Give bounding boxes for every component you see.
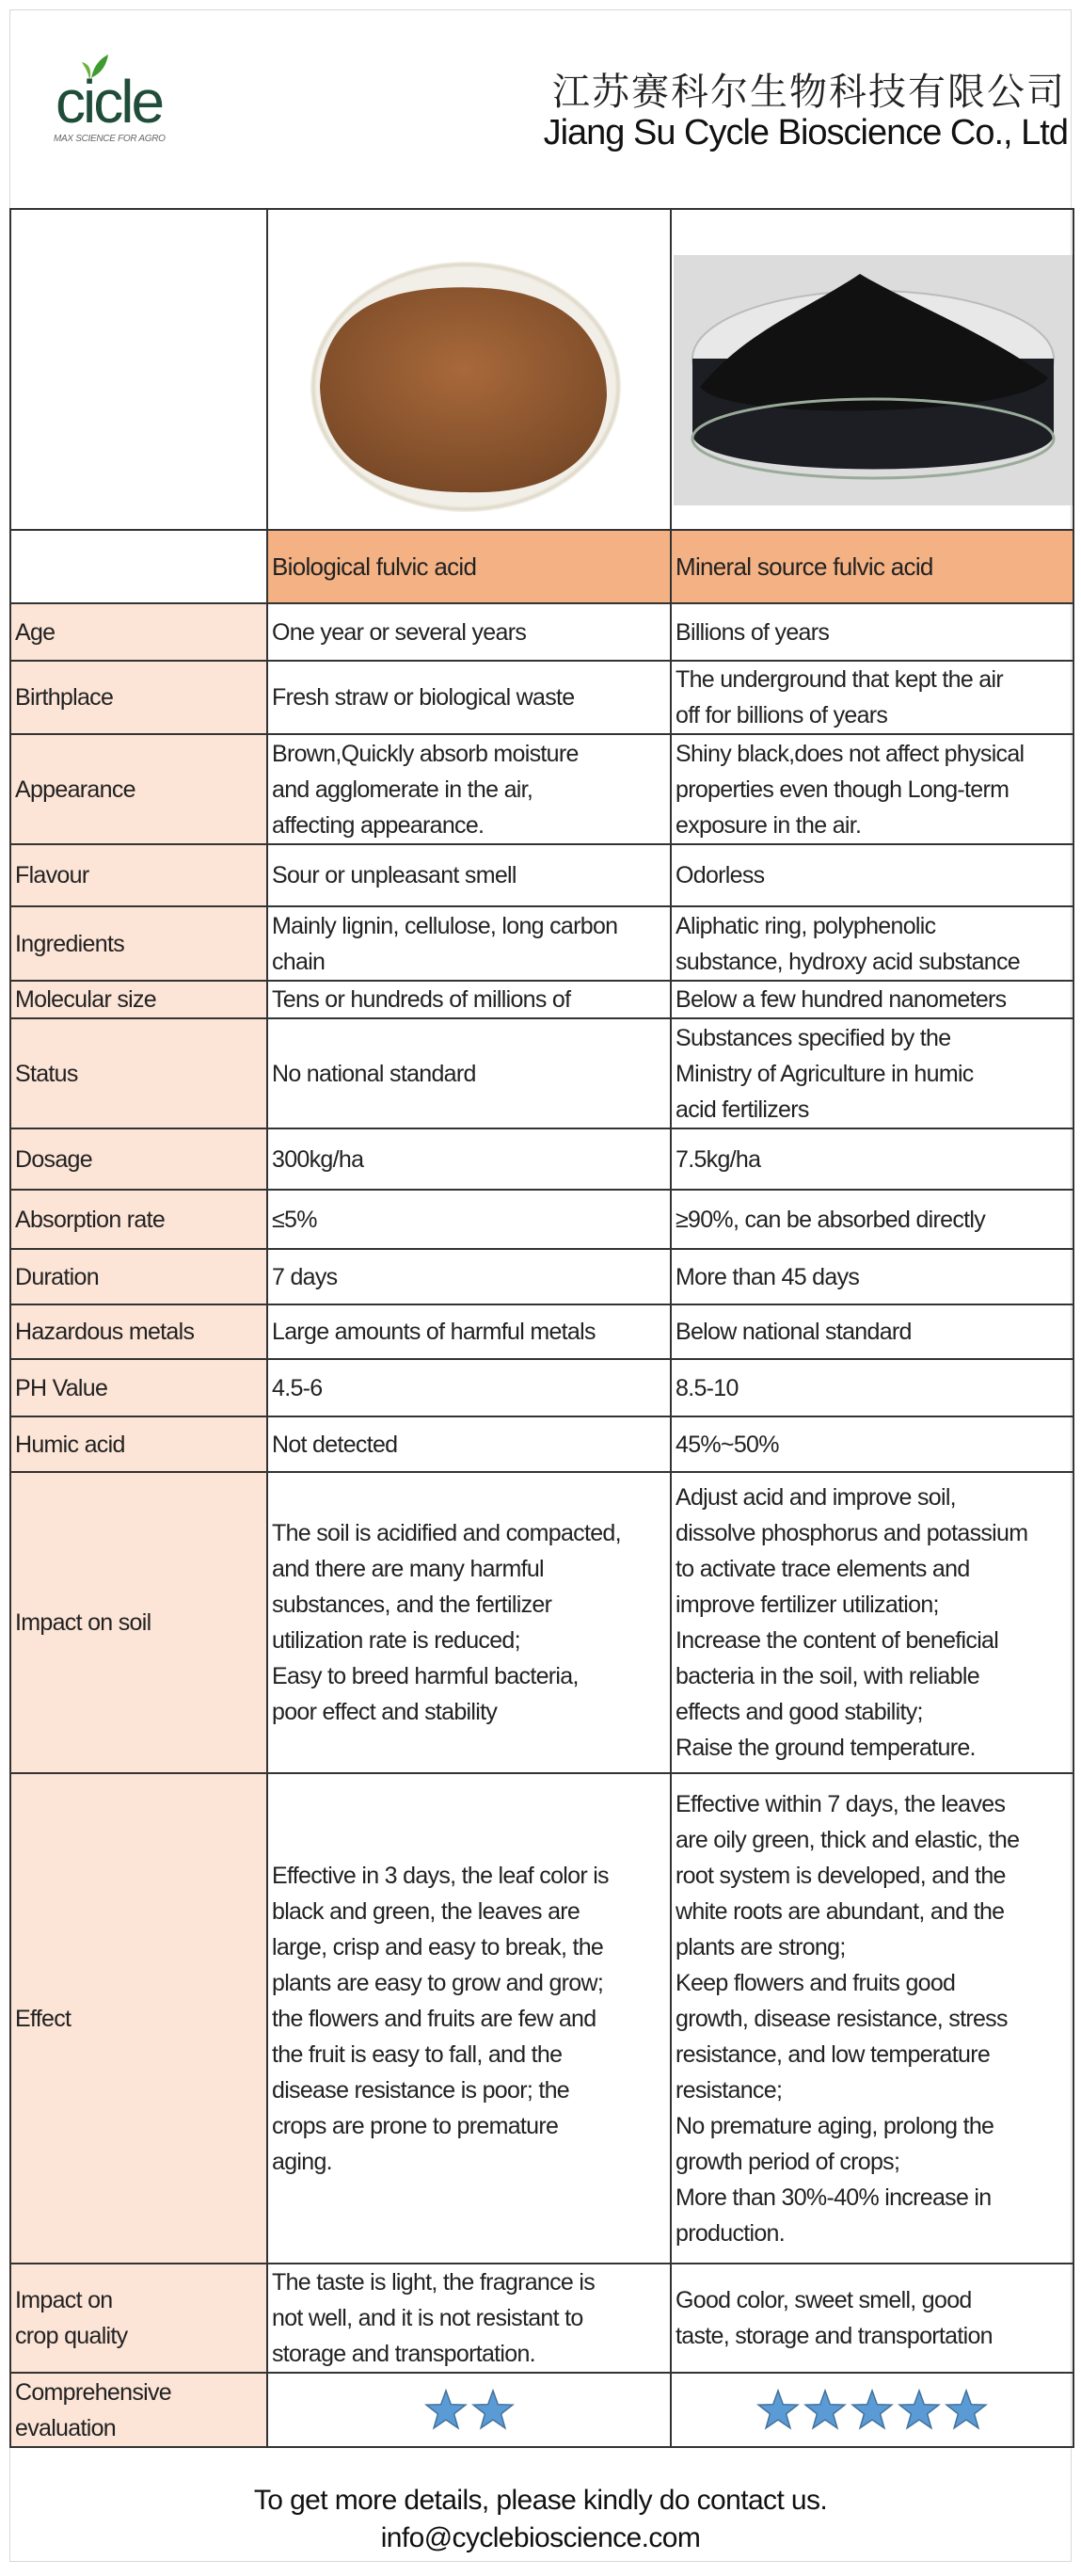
row-label: Molecular size xyxy=(10,981,267,1018)
mineral-value: More than 45 days xyxy=(671,1249,1073,1304)
row-label: Birthplace xyxy=(10,661,267,734)
table-row xyxy=(10,2264,1073,2373)
table-row xyxy=(10,1304,1073,1359)
star-icon xyxy=(945,2389,988,2432)
biological-value: 300kg/ha xyxy=(267,1128,671,1190)
row-label: Hazardous metals xyxy=(10,1304,267,1359)
star-icon xyxy=(471,2389,515,2432)
mineral-value: Odorless xyxy=(671,844,1073,906)
row-label: Age xyxy=(10,603,267,661)
table-row xyxy=(10,1190,1073,1249)
company-name-english: Jiang Su Cycle Bioscience Co., Ltd xyxy=(543,113,1068,152)
mineral-value: The underground that kept the air off for billions of years xyxy=(671,661,1073,734)
column-header-biological: Biological fulvic acid xyxy=(267,530,671,603)
star-icon xyxy=(898,2389,941,2432)
row-label: Ingredients xyxy=(10,906,267,981)
column-header-mineral: Mineral source fulvic acid xyxy=(671,530,1073,603)
biological-value: No national standard xyxy=(267,1018,671,1128)
table-row xyxy=(10,844,1073,906)
row-label: Status xyxy=(10,1018,267,1128)
biological-value: Large amounts of harmful metals xyxy=(267,1304,671,1359)
mineral-value: Shiny black,does not affect physical properties even though Long-term exposure in the air. xyxy=(671,734,1073,844)
table-row xyxy=(10,734,1073,844)
comparison-table xyxy=(9,208,1074,2448)
table-row xyxy=(10,1773,1073,2264)
table-row xyxy=(10,1359,1073,1416)
biological-value: The taste is light, the fragrance is not well, and it is not resistant to storage and transportation. xyxy=(267,2264,671,2373)
mineral-value: ≥90%, can be absorbed directly xyxy=(671,1190,1073,1249)
mineral-value: 8.5-10 xyxy=(671,1359,1073,1416)
biological-value: Sour or unpleasant smell xyxy=(267,844,671,906)
star-icon xyxy=(424,2389,468,2432)
biological-value: Mainly lignin, cellulose, long carbon chain xyxy=(267,906,671,981)
star-icon xyxy=(803,2389,847,2432)
logo-wordmark: cicle xyxy=(56,68,163,136)
row-label: Appearance xyxy=(10,734,267,844)
mineral-value: Billions of years xyxy=(671,603,1073,661)
table-row xyxy=(10,1018,1073,1128)
mineral-value: 45%~50% xyxy=(671,1416,1073,1472)
mineral-value: Effective within 7 days, the leaves are oily green, thick and elastic, the root system is developed, and the white roots are abundant, and the plants are strong; Keep flowers and fruits good growth, disease resistance, stress resistance, and low temperature resistance; No premature aging, prolong the growth period of crops; More than 30%-40% increase in production. xyxy=(671,1773,1073,2264)
biological-value: Not detected xyxy=(267,1416,671,1472)
star-icon xyxy=(756,2389,800,2432)
biological-value: Effective in 3 days, the leaf color is black and green, the leaves are large, crisp and easy to break, the plants are easy to grow and grow; the flowers and fruits are few and the fruit is easy to fall, and the disease resistance is poor; the crops are prone to premature aging. xyxy=(267,1773,671,2264)
table-row xyxy=(10,661,1073,734)
mineral-value: Below national standard xyxy=(671,1304,1073,1359)
biological-value: Fresh straw or biological waste xyxy=(267,661,671,734)
mineral-value: Adjust acid and improve soil, dissolve phosphorus and potassium to activate trace elements and improve fertilizer utilization; Increase the content of beneficial bacteria in the soil, with reliable effects and good stability; Raise the ground temperature. xyxy=(671,1472,1073,1773)
contact-message: To get more details, please kindly do contact us. xyxy=(253,2485,828,2516)
row-label: Flavour xyxy=(10,844,267,906)
row-label: Absorption rate xyxy=(10,1190,267,1249)
star-icon xyxy=(850,2389,894,2432)
mineral-value: Aliphatic ring, polyphenolic substance, hydroxy acid substance xyxy=(671,906,1073,981)
table-row xyxy=(10,1416,1073,1472)
biological-fulvic-acid-image xyxy=(267,209,671,530)
biological-value: ≤5% xyxy=(267,1190,671,1249)
empty-corner-cell xyxy=(10,209,267,530)
contact-email[interactable]: info@cyclebioscience.com xyxy=(380,2522,701,2553)
table-row xyxy=(10,1249,1073,1304)
row-label: Impact on soil xyxy=(10,1472,267,1773)
mineral-value: Below a few hundred nanometers xyxy=(671,981,1073,1018)
image-row xyxy=(10,209,1073,530)
company-logo xyxy=(52,47,193,151)
biological-value: 4.5-6 xyxy=(267,1359,671,1416)
row-label: Humic acid xyxy=(10,1416,267,1472)
logo-tagline: MAX SCIENCE FOR AGRO xyxy=(54,134,166,144)
mineral-value: Good color, sweet smell, good taste, storage and transportation xyxy=(671,2264,1073,2373)
table-row xyxy=(10,1128,1073,1190)
mineral-fulvic-acid-image xyxy=(671,209,1073,530)
mineral-stars-rating xyxy=(671,2373,1073,2447)
mineral-value: 7.5kg/ha xyxy=(671,1128,1073,1190)
table-row xyxy=(10,906,1073,981)
table-row xyxy=(10,981,1073,1018)
biological-value: Brown,Quickly absorb moisture and agglomerate in the air, affecting appearance. xyxy=(267,734,671,844)
biological-value: 7 days xyxy=(267,1249,671,1304)
biological-value: Tens or hundreds of millions of xyxy=(267,981,671,1018)
row-label: PH Value xyxy=(10,1359,267,1416)
column-header-row xyxy=(10,530,1073,603)
row-label: Effect xyxy=(10,1773,267,2264)
row-label: Dosage xyxy=(10,1128,267,1190)
mineral-value: Substances specified by the Ministry of Agriculture in humic acid fertilizers xyxy=(671,1018,1073,1128)
evaluation-row xyxy=(10,2373,1073,2447)
row-label: Comprehensive evaluation xyxy=(10,2373,267,2447)
company-name-chinese: 江苏赛科尔生物科技有限公司 xyxy=(552,71,1066,114)
biological-value: One year or several years xyxy=(267,603,671,661)
table-row xyxy=(10,1472,1073,1773)
empty-header-cell xyxy=(10,530,267,603)
biological-value: The soil is acidified and compacted, and there are many harmful substances, and the fertilizer utilization rate is reduced; Easy to breed harmful bacteria, poor effect and stability xyxy=(267,1472,671,1773)
table-row xyxy=(10,603,1073,661)
row-label: Impact on crop quality xyxy=(10,2264,267,2373)
row-label: Duration xyxy=(10,1249,267,1304)
bio-stars-rating xyxy=(267,2373,671,2447)
